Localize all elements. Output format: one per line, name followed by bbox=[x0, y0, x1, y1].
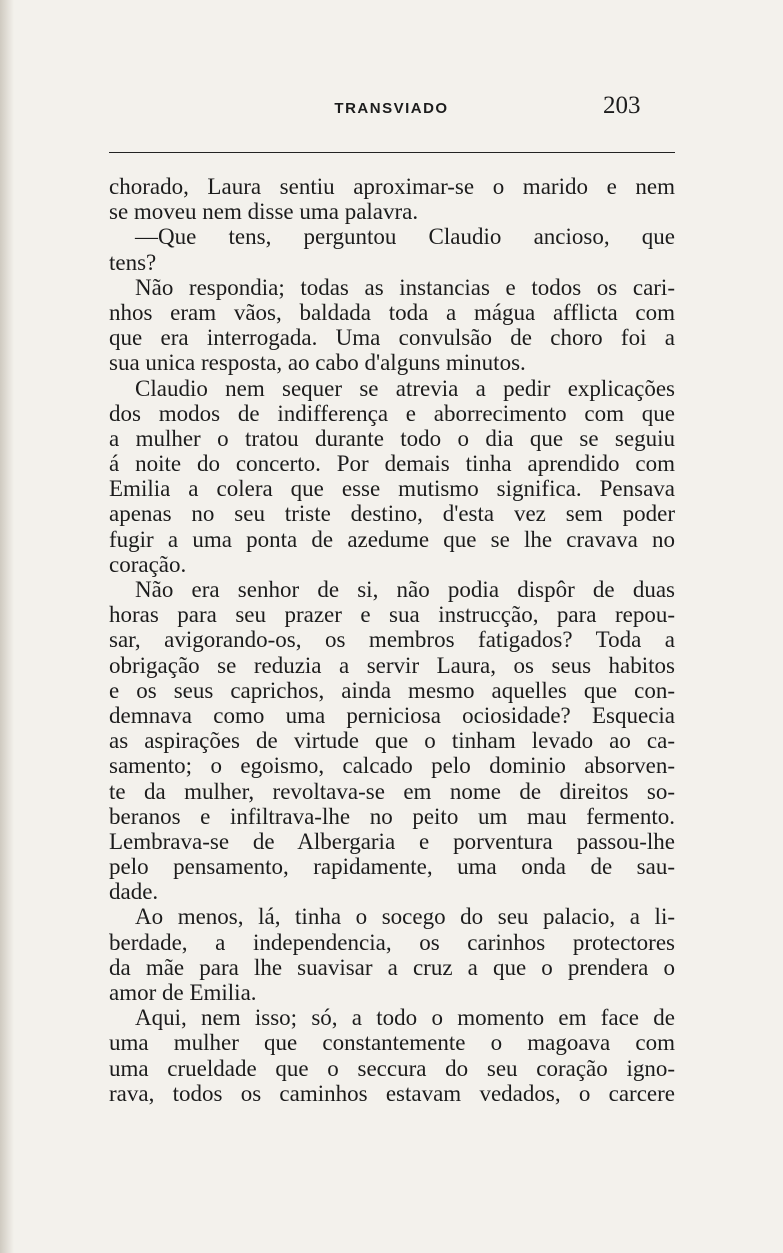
running-title: TRANSVIADO bbox=[334, 100, 449, 117]
text-line: Claudio nem sequer se atrevia a pedir explicações bbox=[135, 375, 675, 401]
text-line: sua unica resposta, ao cabo d'alguns minutos. bbox=[109, 350, 526, 376]
text-line: se moveu nem disse uma palavra. bbox=[109, 199, 419, 225]
text-line: Lembrava-se de Albergaria e porventura passou-lhe bbox=[109, 828, 675, 854]
text-line: uma crueldade que o seccura do seu coração igno- bbox=[109, 1055, 675, 1081]
text-line: Não era senhor de si, não podia dispôr de duas bbox=[135, 577, 675, 602]
text-line: tens? bbox=[109, 249, 157, 275]
text-line: Ao menos, lá, tinha o socego do seu palacio, a li- bbox=[135, 904, 675, 930]
text-line: amor de Emilia. bbox=[109, 980, 257, 1005]
body-text bbox=[109, 174, 675, 1106]
text-line: Emilia a colera que esse mutismo significa. Pensava bbox=[109, 476, 675, 502]
text-line: á noite do concerto. Por demais tinha aprendido com bbox=[109, 451, 675, 477]
text-line: as aspirações de virtude que o tinham levado ao ca- bbox=[109, 728, 675, 754]
text-line: horas para seu prazer e sua instrucção, para repou- bbox=[109, 602, 675, 628]
text-line: e os seus caprichos, ainda mesmo aquelles que con- bbox=[109, 677, 675, 703]
header-rule bbox=[109, 152, 675, 153]
text-line: Não respondia; todas as instancias e todos os cari- bbox=[135, 274, 675, 300]
text-line: sar, avigorando-os, os membros fatigados? Toda a bbox=[109, 627, 675, 653]
text-line: beranos e infiltrava-lhe no peito um mau fermento. bbox=[109, 803, 675, 829]
text-line: te da mulher, revoltava-se em nome de direitos so- bbox=[109, 778, 675, 804]
text-line: nhos eram vãos, baldada toda a mágua afflicta com bbox=[109, 299, 675, 325]
text-line: —Que tens, perguntou Claudio ancioso, que bbox=[135, 224, 675, 250]
text-line: apenas no seu triste destino, d'esta vez sem poder bbox=[109, 501, 675, 527]
text-line: que era interrogada. Uma convulsão de choro foi a bbox=[109, 325, 675, 351]
page-number: 203 bbox=[603, 92, 641, 119]
text-line: da mãe para lhe suavisar a cruz a que o prendera o bbox=[109, 954, 675, 980]
text-line: rava, todos os caminhos estavam vedados, o carcere bbox=[109, 1080, 675, 1106]
text-line: uma mulher que constantemente o magoava com bbox=[109, 1030, 675, 1056]
text-line: berdade, a independencia, os carinhos protectores bbox=[109, 929, 675, 955]
text-line: a mulher o tratou durante todo o dia que se seguiu bbox=[109, 425, 675, 451]
text-line: demnava como uma perniciosa ociosidade? Esquecia bbox=[109, 702, 675, 728]
text-line: dos modos de indifferença e aborrecimento com que bbox=[109, 400, 675, 426]
text-line: pelo pensamento, rapidamente, uma onda de sau- bbox=[109, 854, 675, 880]
text-line: coração. bbox=[109, 551, 187, 577]
text-line: obrigação se reduzia a servir Laura, os seus habitos bbox=[109, 652, 675, 678]
text-line: chorado, Laura sentiu aproximar-se o marido e nem bbox=[109, 174, 675, 199]
text-line: fugir a uma ponta de azedume que se lhe cravava no bbox=[109, 526, 675, 552]
page-gutter-shadow bbox=[0, 0, 14, 1253]
text-line: dade. bbox=[109, 879, 159, 905]
text-line: Aqui, nem isso; só, a todo o momento em face de bbox=[135, 1005, 675, 1031]
text-line: samento; o egoismo, calcado pelo dominio absorven- bbox=[109, 753, 675, 779]
